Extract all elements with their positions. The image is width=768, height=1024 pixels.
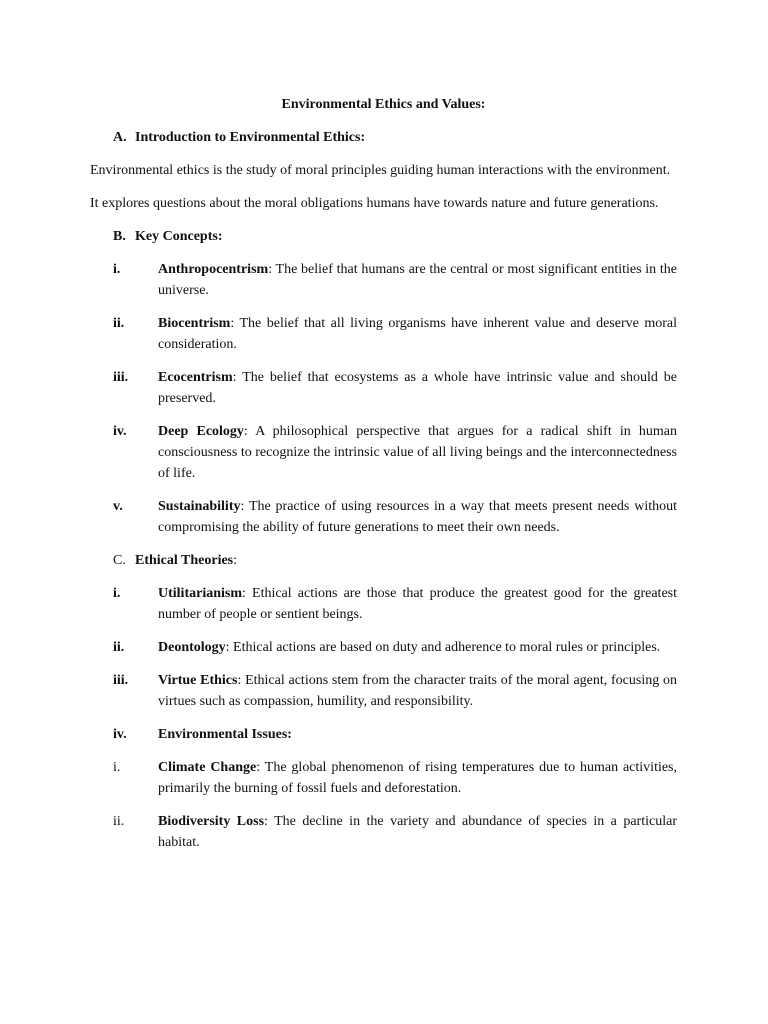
item-number: i.: [113, 586, 121, 601]
item-text: : The practice of using resources in a way that meets present needs without compromising the ability of future generations to meet their own needs.: [158, 499, 677, 535]
item-body: [158, 637, 677, 658]
item-text: : The decline in the variety and abundance of species in a particular habitat.: [158, 814, 677, 850]
key-concept-item: [90, 421, 677, 484]
section-c-title-wrap: [135, 550, 237, 571]
item-text: : Ethical actions are based on duty and adherence to moral rules or principles.: [225, 640, 661, 655]
ethical-theory-item: [90, 583, 677, 625]
item-body: [158, 367, 677, 409]
section-c-letter: C.: [113, 553, 126, 568]
document-page: [90, 94, 677, 865]
item-number: iii.: [113, 673, 129, 688]
item-body: [158, 259, 677, 301]
section-c-heading: [90, 550, 677, 571]
item-term: Deep Ecology: [158, 424, 244, 439]
item-body: [158, 811, 677, 853]
section-a-title: Introduction to Environmental Ethics:: [135, 130, 366, 145]
item-term: Biodiversity Loss: [158, 814, 265, 829]
item-number: iii.: [113, 370, 129, 385]
item-text: : The global phenomenon of rising temperatures due to human activities, primarily the burning of fossil fuels and deforestation.: [158, 760, 678, 796]
section-c-title: Ethical Theories: [135, 553, 234, 568]
item-text: : Ethical actions are those that produce the greatest good for the greatest number of people or sentient beings.: [158, 586, 677, 622]
section-b-heading: [90, 226, 677, 247]
item-body: [158, 757, 677, 799]
ethical-theory-item: [90, 637, 677, 658]
item-number: i.: [113, 262, 121, 277]
item-term: Ecocentrism: [158, 370, 233, 385]
environmental-issues-heading: [90, 724, 677, 745]
section-b-title: Key Concepts:: [135, 229, 223, 244]
item-text: : The belief that ecosystems as a whole have intrinsic value and should be preserved.: [158, 370, 677, 406]
key-concept-item: [90, 367, 677, 409]
key-concept-item: [90, 496, 677, 538]
intro-paragraph-2: It explores questions about the moral obligations humans have towards nature and future generations.: [90, 196, 659, 211]
item-term: Climate Change: [158, 760, 257, 775]
item-number: ii.: [113, 316, 125, 331]
environmental-issue-item: [90, 811, 677, 853]
key-concept-item: [90, 313, 677, 355]
subheading-text: Environmental Issues:: [158, 727, 292, 742]
section-a-heading: [90, 127, 677, 148]
item-body: [158, 583, 677, 625]
item-number: i.: [113, 760, 121, 775]
item-term: Virtue Ethics: [158, 673, 238, 688]
section-b-letter: B.: [113, 229, 126, 244]
environmental-issue-item: [90, 757, 677, 799]
item-number: iv.: [113, 727, 127, 742]
item-term: Anthropocentrism: [158, 262, 269, 277]
item-text: : The belief that all living organisms have inherent value and deserve moral consideration.: [158, 316, 677, 352]
item-number: iv.: [113, 424, 127, 439]
item-term: Sustainability: [158, 499, 241, 514]
key-concept-item: [90, 259, 677, 301]
item-number: v.: [113, 499, 123, 514]
item-body: [158, 313, 677, 355]
section-a-letter: A.: [113, 130, 127, 145]
item-text: : A philosophical perspective that argues for a radical shift in human consciousness to recognize the intrinsic value of all living beings and the interconnectedness of life.: [158, 424, 678, 481]
item-text: : The belief that humans are the central or most significant entities in the universe.: [158, 262, 677, 298]
item-term: Biocentrism: [158, 316, 231, 331]
item-term: Utilitarianism: [158, 586, 242, 601]
ethical-theory-item: [90, 670, 677, 712]
document-title: Environmental Ethics and Values:: [281, 97, 486, 112]
section-c-title-suffix: :: [233, 553, 238, 568]
item-number: ii.: [113, 814, 125, 829]
item-body: [158, 496, 677, 538]
intro-paragraph-1: Environmental ethics is the study of moral principles guiding human interactions with the environment.: [90, 163, 671, 178]
item-term: Deontology: [158, 640, 226, 655]
item-text: : Ethical actions stem from the character traits of the moral agent, focusing on virtues such as compassion, humility, and responsibility.: [158, 673, 677, 709]
item-number: ii.: [113, 640, 125, 655]
item-body: [158, 670, 677, 712]
item-body: [158, 421, 677, 484]
